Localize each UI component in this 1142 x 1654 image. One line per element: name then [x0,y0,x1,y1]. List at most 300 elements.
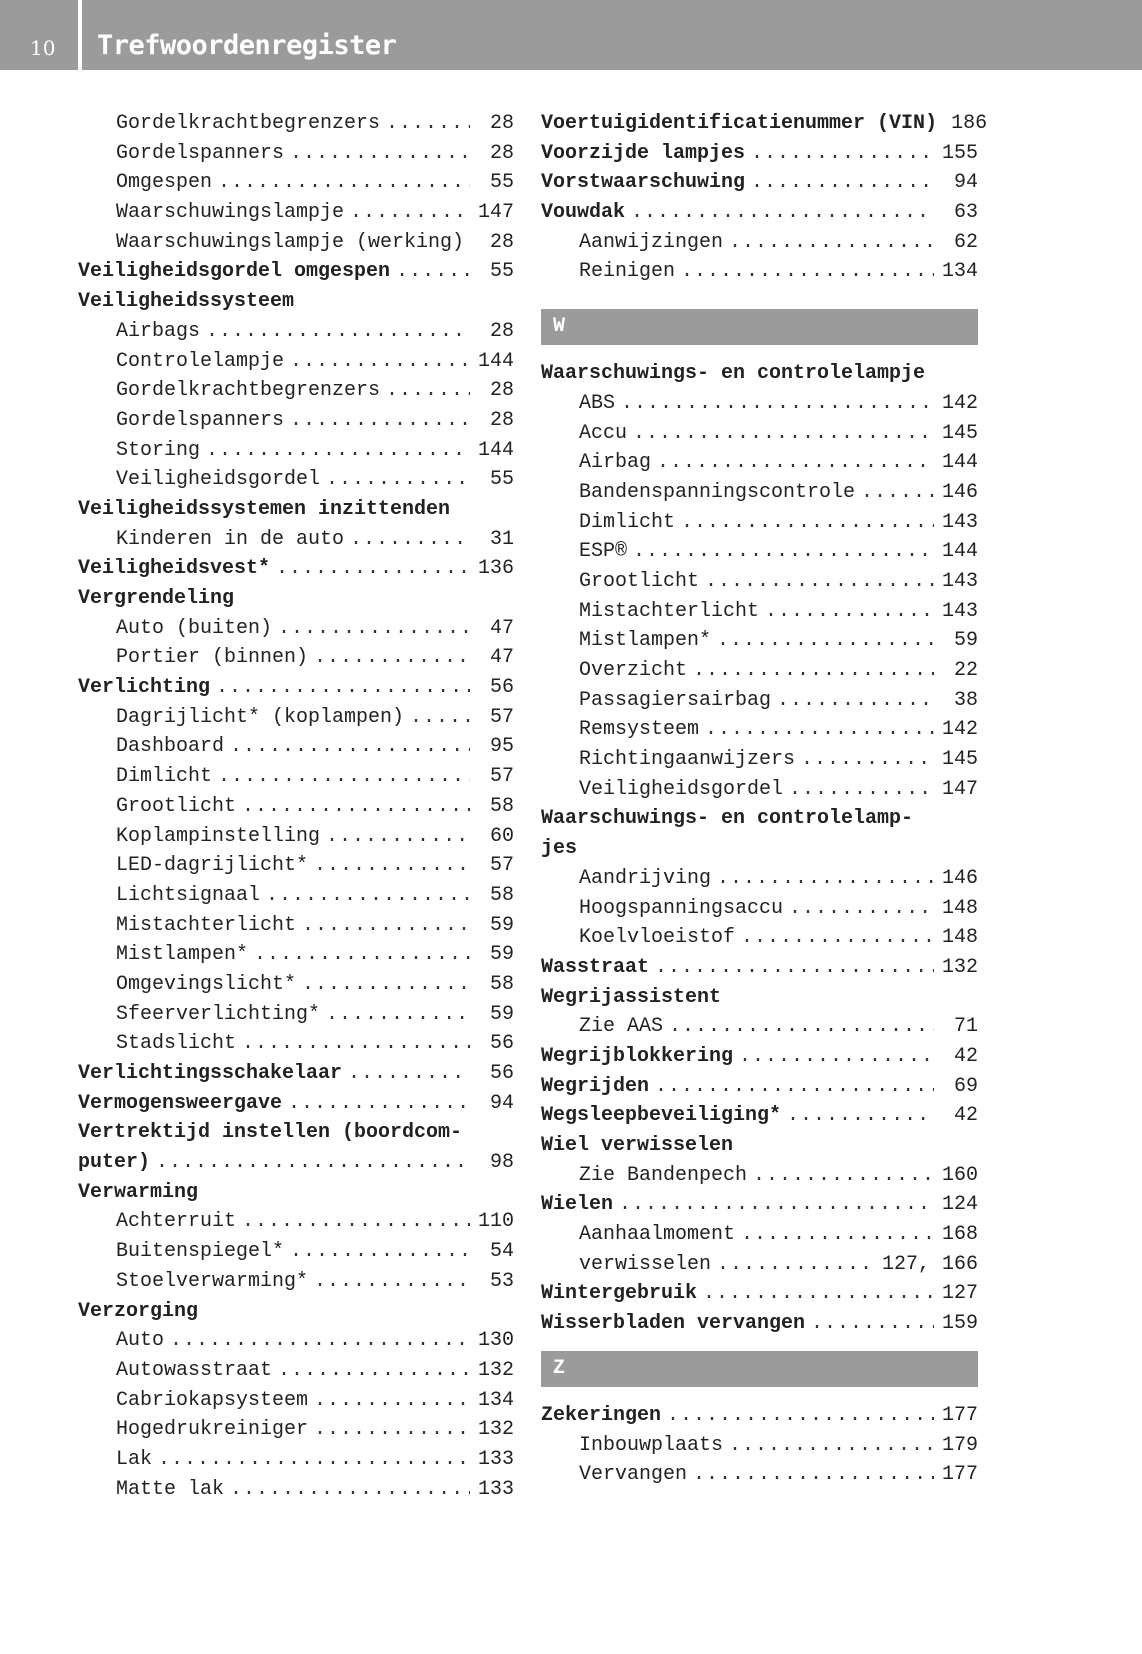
index-subentry [78,198,514,228]
index-heading [541,1131,978,1161]
dot-leader [230,732,470,762]
page-reference: 63 [953,201,978,225]
index-subentry [78,109,514,139]
entry-label: Vorstwaarschuwing [541,171,746,195]
entry-label: Gordelkrachtbegrenzers [116,379,381,403]
index-subentry [541,626,978,656]
page-reference: 42 [953,1104,978,1128]
entry-label: ABS [579,391,616,415]
section-v-continued [541,109,988,287]
page-reference: 58 [489,972,514,996]
index-heading [541,804,978,834]
entry-label: Gordelspanners [116,141,285,165]
page-reference: 57 [489,765,514,789]
page-reference: 56 [489,676,514,700]
dot-leader [717,864,934,894]
index-heading [78,1297,514,1327]
page-reference: 98 [489,1151,514,1175]
dot-leader [811,1309,934,1339]
entry-label: Waarschuwings- en controlelamp- [541,807,914,831]
entry-label: Verwarming [78,1180,199,1204]
dot-leader [314,1267,470,1297]
section-w [541,359,978,1339]
dot-leader [657,448,934,478]
index-subentry [78,940,514,970]
index-heading [541,983,978,1013]
dot-leader [290,347,470,377]
entry-label: Mistlampen* [116,943,249,967]
index-subentry [78,465,514,495]
dot-leader [302,911,470,941]
page-reference: 28 [489,112,514,135]
entry-label: Dimlicht [579,510,676,534]
entry-label: Mistachterlicht [116,913,297,937]
entry-label: Gordelkrachtbegrenzers [116,112,381,135]
entry-label: Vouwdak [541,201,626,225]
page-reference: 145 [941,748,978,772]
dot-leader [717,626,934,656]
entry-label: Buitenspiegel* [116,1240,285,1264]
dot-leader [314,1415,470,1445]
entry-label: Overzicht [579,659,688,682]
page-reference: 58 [489,794,514,818]
dot-leader [170,1326,470,1356]
page-reference: 110 [477,1210,514,1234]
index-entry [541,1309,978,1339]
dot-leader [288,1089,470,1119]
page-reference: 130 [477,1329,514,1353]
entry-label: Vergrendeling [78,587,235,610]
letter-heading-w: W [541,309,978,345]
index-entry [78,554,514,584]
index-column-left [78,109,514,1504]
dot-leader [751,139,934,169]
index-entry [541,1279,978,1309]
page-reference: 143 [941,569,978,593]
entry-label: Richtingaanwijzers [579,748,796,772]
dot-leader [729,1431,934,1461]
index-subentry [541,597,978,627]
dot-leader [777,686,934,716]
entry-label: Accu [579,421,628,445]
dot-leader [396,257,470,287]
index-subentry [78,881,514,911]
index-entry [541,109,988,139]
page-reference: 42 [953,1044,978,1068]
page-title: Trefwoordenregister [97,30,397,61]
index-subentry [541,537,978,567]
dot-leader [681,257,934,287]
entry-label: Dashboard [116,735,225,759]
entry-label: Autowasstraat [116,1358,273,1382]
entry-label: Wegrijassistent [541,985,722,1009]
page-reference: 133 [477,1477,514,1501]
page-reference: 59 [953,629,978,653]
page-reference: 143 [941,510,978,534]
index-subentry [78,1386,514,1416]
index-entry [78,1059,514,1089]
index-subentry [78,614,514,644]
entry-label: Waarschuwingslampje (werking) [116,230,465,254]
page-reference: 144 [477,438,514,462]
index-subentry [78,436,514,466]
entry-label: Passagiersairbag [579,688,772,712]
dot-leader [619,1190,934,1220]
page-reference: 124 [941,1193,978,1217]
index-heading [78,1178,514,1208]
page-reference: 134 [941,260,978,284]
index-subentry [541,228,978,258]
dot-leader [655,1072,934,1102]
page-reference: 28 [490,230,515,254]
dot-leader [669,1012,934,1042]
page-reference: 148 [941,896,978,920]
entry-label: Lichtsignaal [116,883,261,907]
dot-leader [801,745,934,775]
entry-label: Voorzijde lampjes [541,141,746,165]
index-subentry [78,1475,514,1505]
page-reference: 127, 166 [881,1252,978,1276]
entry-label: jes [541,837,578,861]
dot-leader [717,1250,876,1280]
dot-leader [705,715,934,745]
page-reference: 146 [941,866,978,890]
index-subentry [541,257,978,287]
entry-label: Storing [116,438,201,462]
entry-label: Kinderen in de auto [116,527,345,551]
entry-label: Reinigen [579,260,676,284]
header-divider [78,0,82,70]
dot-leader [386,376,470,406]
entry-label: Wintergebruik [541,1282,698,1306]
dot-leader [314,851,470,881]
dot-leader [655,953,934,983]
entry-label: Vervangen [579,1463,688,1487]
entry-label: Veiligheidsvest* [78,557,271,581]
entry-label: Wielen [541,1193,614,1217]
entry-label: Verlichtingsschakelaar [78,1062,343,1085]
entry-label: Lak [116,1447,153,1471]
dot-leader [667,1401,934,1431]
index-subentry [78,1000,514,1030]
page-reference: 132 [477,1418,514,1442]
page-reference: 134 [477,1388,514,1412]
index-subentry [541,419,978,449]
index-heading [78,584,514,614]
dot-leader [218,168,470,198]
dot-leader [254,940,470,970]
entry-label: Gordelspanners [116,408,285,432]
dot-leader [410,703,470,733]
index-subentry [78,168,514,198]
page-header [0,0,1142,70]
dot-leader [765,597,934,627]
page-reference: 145 [941,421,978,445]
entry-label: Wegsleepbeveiliging* [541,1104,782,1128]
letter-heading-z: Z [541,1351,978,1387]
dot-leader [861,478,934,508]
entry-label: Aanwijzingen [579,230,724,254]
dot-leader [693,656,934,686]
dot-leader [729,228,934,258]
index-subentry [541,923,978,953]
index-entry [541,1042,978,1072]
index-subentry [541,1250,978,1280]
dot-leader [230,1475,470,1505]
page-reference: 69 [953,1074,978,1098]
entry-label: Achterruit [116,1210,237,1234]
dot-leader [633,537,934,567]
page-reference: 28 [489,408,514,432]
index-subentry [78,1029,514,1059]
page-reference: 127 [941,1282,978,1306]
index-subentry [541,1012,978,1042]
index-column-right [541,109,988,1490]
entry-label: Airbag [579,451,652,475]
page-reference: 159 [941,1312,978,1336]
index-entry [541,1401,978,1431]
page-reference: 186 [951,112,988,135]
page-reference: 148 [941,926,978,950]
page-reference: 132 [477,1358,514,1382]
entry-label: Voertuigidentificatienummer (VIN) [541,112,938,135]
entry-label: Bandenspanningscontrole [579,480,856,504]
page-reference: 59 [489,1002,514,1026]
dot-leader [206,317,470,347]
index-subentry [541,775,978,805]
entry-label: Inbouwplaats [579,1433,724,1457]
index-subentry [78,347,514,377]
entry-label: Omgevingslicht* [116,972,297,996]
index-subentry [78,1237,514,1267]
index-entry [78,673,514,703]
dot-leader [681,508,934,538]
entry-label: Controlelampje [116,349,285,373]
index-subentry [541,686,978,716]
page-reference: 136 [477,557,514,581]
entry-label: ESP® [579,540,628,564]
entry-label: LED-dagrijlicht* [116,854,309,878]
entry-label: Omgespen [116,171,213,195]
dot-leader [693,1460,934,1490]
dot-leader [216,673,470,703]
entry-label: Matte lak [116,1477,225,1501]
index-subentry [78,703,514,733]
entry-label: Koelvloeistof [579,926,736,950]
page-reference: 22 [953,659,978,682]
page-reference: 144 [941,451,978,475]
dot-leader [326,465,470,495]
dot-leader [218,762,470,792]
index-subentry [541,1220,978,1250]
dot-leader [350,198,470,228]
entry-label: Dagrijlicht* (koplampen) [116,705,405,729]
entry-label: Verzorging [78,1299,199,1323]
entry-label: Zie Bandenpech [579,1163,748,1187]
entry-label: Aanhaalmoment [579,1223,736,1247]
page-reference: 59 [489,943,514,967]
entry-label: Veiligheidssysteem [78,290,295,314]
entry-label: Vermogensweergave [78,1091,283,1115]
index-subentry [78,1326,514,1356]
entry-label: Veiligheidsgordel [579,777,784,801]
index-subentry [78,406,514,436]
page-number: 10 [30,36,56,60]
page-reference: 53 [489,1269,514,1293]
entry-label: Verlichting [78,676,211,700]
entry-label: Zekeringen [541,1403,662,1427]
page-reference: 55 [489,260,514,284]
page-reference: 28 [489,319,514,343]
page-reference: 177 [941,1463,978,1487]
index-heading [78,287,514,317]
page-reference: 57 [489,854,514,878]
entry-label: Waarschuwings- en controlelampje [541,362,926,386]
entry-label: Wegrijden [541,1074,650,1098]
entry-label: Veiligheidssystemen inzittenden [78,497,451,521]
dot-leader [348,1059,470,1089]
index-subentry [78,228,514,258]
dot-leader [789,775,934,805]
page-reference: 160 [941,1163,978,1187]
page-reference: 54 [489,1240,514,1264]
dot-leader [290,406,470,436]
index-heading [541,834,978,864]
index-entry [541,139,978,169]
index-entry [78,1089,514,1119]
dot-leader [705,567,934,597]
dot-leader [242,792,470,822]
dot-leader [276,554,470,584]
dot-leader [741,923,934,953]
page-reference: 132 [941,955,978,979]
page-reference: 28 [489,141,514,165]
dot-leader [158,1445,470,1475]
dot-leader [206,436,470,466]
page-reference: 144 [941,540,978,564]
index-subentry [78,1356,514,1386]
index-subentry [78,1207,514,1237]
index-subentry [78,970,514,1000]
page-reference: 142 [941,718,978,742]
entry-label: Zie AAS [579,1015,664,1039]
entry-label: Cabriokapsysteem [116,1388,309,1412]
entry-label: Wegrijblokkering [541,1044,734,1068]
index-subentry [78,1267,514,1297]
index-entry [78,1148,514,1178]
dot-leader [278,1356,470,1386]
dot-leader [266,881,470,911]
page-reference: 95 [489,735,514,759]
index-entry [541,168,978,198]
index-subentry [541,478,978,508]
index-subentry [78,822,514,852]
entry-label: Koplampinstelling [116,824,321,848]
entry-label: Dimlicht [116,765,213,789]
dot-leader [156,1148,470,1178]
entry-label: Vertrektijd instellen (boordcom- [78,1121,463,1145]
index-subentry [78,643,514,673]
page-reference: 57 [489,705,514,729]
dot-leader [751,168,934,198]
entry-label: Portier (binnen) [116,646,309,670]
page-reference: 58 [489,883,514,907]
index-subentry [78,1445,514,1475]
dot-leader [326,822,470,852]
entry-label: Airbags [116,319,201,343]
index-subentry [78,792,514,822]
index-entry [78,257,514,287]
page-reference: 179 [941,1433,978,1457]
page-reference: 47 [489,646,514,670]
page-reference: 38 [953,688,978,712]
page-reference: 142 [941,391,978,415]
entry-label: Wisserbladen vervangen [541,1312,806,1336]
index-subentry [541,864,978,894]
index-subentry [541,715,978,745]
dot-leader [302,970,470,1000]
page-reference: 133 [477,1447,514,1471]
index-entry [541,1190,978,1220]
page-reference: 28 [489,379,514,403]
dot-leader [621,389,934,419]
index-heading [78,1118,514,1148]
entry-label: Hogedrukreiniger [116,1418,309,1442]
index-subentry [541,745,978,775]
index-subentry [78,911,514,941]
index-subentry [541,656,978,686]
page-reference: 143 [941,599,978,623]
entry-label: Grootlicht [116,794,237,818]
entry-label: verwisselen [579,1252,712,1276]
entry-label: Wiel verwisselen [541,1134,734,1157]
page-reference: 31 [489,527,514,551]
page-reference: 144 [477,349,514,373]
entry-label: Veiligheidsgordel [116,468,321,492]
dot-leader [314,1386,470,1416]
page-reference: 155 [941,141,978,165]
index-entry [541,198,978,228]
entry-label: Grootlicht [579,569,700,593]
dot-leader [326,1000,470,1030]
index-subentry [78,139,514,169]
dot-leader [741,1220,934,1250]
dot-leader [290,139,470,169]
page-reference: 177 [941,1403,978,1427]
page-reference: 47 [489,616,514,640]
index-subentry [78,1415,514,1445]
page-reference: 59 [489,913,514,937]
entry-label: Waarschuwingslampje [116,201,345,225]
page-reference: 56 [489,1032,514,1056]
index-subentry [541,389,978,419]
dot-leader [278,614,470,644]
index-entry [541,953,978,983]
index-subentry [78,732,514,762]
page-reference: 55 [489,468,514,492]
page-reference: 146 [941,480,978,504]
entry-label: Auto [116,1329,165,1353]
entry-label: puter) [78,1151,151,1175]
index-subentry [78,317,514,347]
index-entry [541,1072,978,1102]
index-heading [78,495,514,525]
dot-leader [633,419,934,449]
dot-leader [787,1101,934,1131]
entry-label: Auto (buiten) [116,616,273,640]
entry-label: Aandrijving [579,866,712,890]
index-subentry [541,448,978,478]
